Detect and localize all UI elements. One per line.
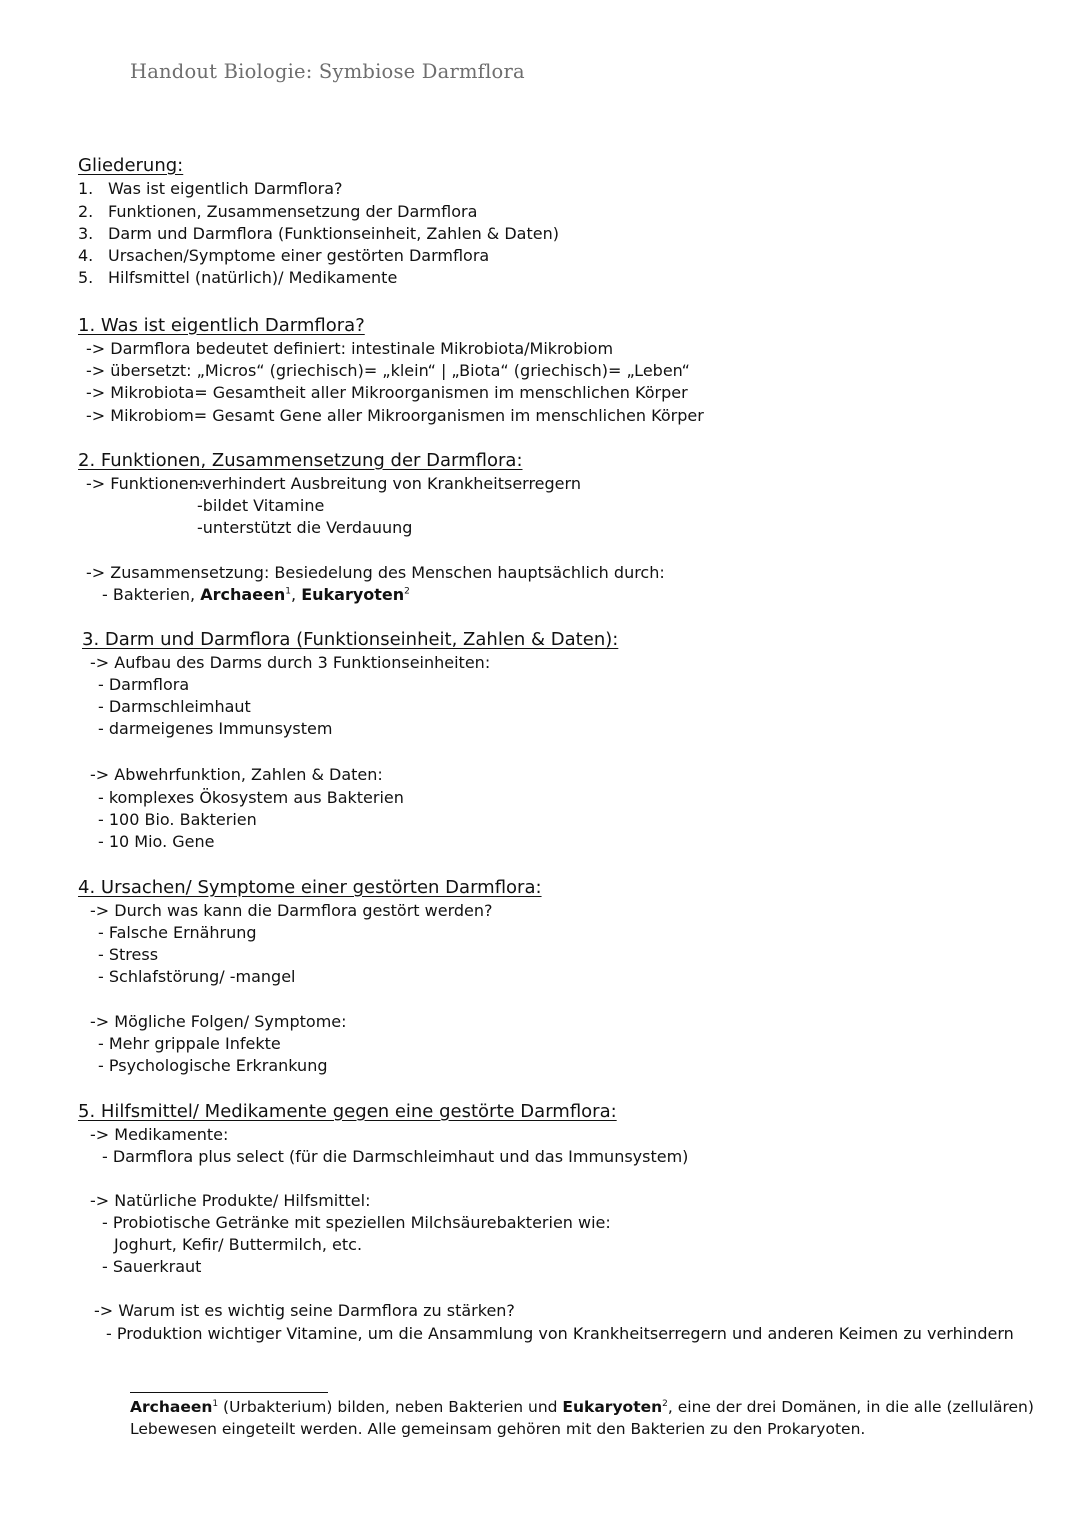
- outline-item: 4. Ursachen/Symptome einer gestörten Darmflora: [78, 246, 490, 265]
- cause-item: - Schlafstörung/ -mangel: [98, 967, 296, 986]
- function-item: -verhindert Ausbreitung von Krankheitserregern: [197, 474, 581, 493]
- section-1-line: -> Mikrobiom= Gesamt Gene aller Mikroorganismen im menschlichen Körper: [86, 406, 704, 425]
- cause-item: - Stress: [98, 945, 159, 964]
- outline-item: 5. Hilfsmittel (natürlich)/ Medikamente: [78, 268, 398, 287]
- section-4-heading: 4. Ursachen/ Symptome einer gestörten Darmflora:: [78, 877, 542, 898]
- footnote-line-1: Archaeen$^1$ (Urbakterium) bilden, neben Bakterien und Eukaryoten$^2$, eine der drei Domänen, in die alle (zellulären): [130, 1398, 1034, 1416]
- symptom-item: - Mehr grippale Infekte: [98, 1034, 281, 1053]
- natural-item-examples: Joghurt, Kefir/ Buttermilch, etc.: [114, 1235, 363, 1254]
- footnote-rule: [130, 1392, 328, 1393]
- natural-label: -> Natürliche Produkte/ Hilfsmittel:: [90, 1191, 371, 1210]
- why-answer: - Produktion wichtiger Vitamine, um die Ansammlung von Krankheitserregern und anderen Keimen zu verhindern: [106, 1324, 1014, 1343]
- section-4-question2: -> Mögliche Folgen/ Symptome:: [90, 1012, 347, 1031]
- section-3-heading: 3. Darm und Darmflora (Funktionseinheit, Zahlen & Daten):: [82, 629, 619, 650]
- composition-line: -> Zusammensetzung: Besiedelung des Menschen hauptsächlich durch:: [86, 563, 665, 582]
- fact-item: - komplexes Ökosystem aus Bakterien: [98, 788, 404, 807]
- section-4-question: -> Durch was kann die Darmflora gestört werden?: [90, 901, 493, 920]
- fact-item: - 100 Bio. Bakterien: [98, 810, 257, 829]
- unit-item: - Darmflora: [98, 675, 190, 694]
- composition-list: - Bakterien, Archaeen$^1$, Eukaryoten$^2$: [102, 585, 410, 604]
- section-3-intro: -> Aufbau des Darms durch 3 Funktionseinheiten:: [90, 653, 491, 672]
- section-1-line: -> übersetzt: „Micros“ (griechisch)= „klein“ | „Biota“ (griechisch)= „Leben“: [86, 361, 690, 380]
- outline-item: 3. Darm und Darmflora (Funktionseinheit, Zahlen & Daten): [78, 224, 559, 243]
- section-2-heading: 2. Funktionen, Zusammensetzung der Darmflora:: [78, 450, 523, 471]
- page-header: Handout Biologie: Symbiose Darmflora: [130, 60, 525, 83]
- functions-label: -> Funktionen:: [86, 474, 205, 493]
- cause-item: - Falsche Ernährung: [98, 923, 257, 942]
- section-1-line: -> Darmflora bedeutet definiert: intestinale Mikrobiota/Mikrobiom: [86, 339, 614, 358]
- natural-item: - Probiotische Getränke mit speziellen Milchsäurebakterien wie:: [102, 1213, 611, 1232]
- section-1-heading: 1. Was ist eigentlich Darmflora?: [78, 315, 365, 336]
- medication-label: -> Medikamente:: [90, 1125, 229, 1144]
- outline-item: 2. Funktionen, Zusammensetzung der Darmflora: [78, 202, 478, 221]
- section-1-line: -> Mikrobiota= Gesamtheit aller Mikroorganismen im menschlichen Körper: [86, 383, 688, 402]
- outline-heading: Gliederung:: [78, 155, 184, 176]
- why-question: -> Warum ist es wichtig seine Darmflora zu stärken?: [94, 1301, 515, 1320]
- section-5-heading: 5. Hilfsmittel/ Medikamente gegen eine gestörte Darmflora:: [78, 1101, 617, 1122]
- outline-item: 1. Was ist eigentlich Darmflora?: [78, 179, 343, 198]
- unit-item: - darmeigenes Immunsystem: [98, 719, 333, 738]
- unit-item: - Darmschleimhaut: [98, 697, 251, 716]
- footnote-line-2: Lebewesen eingeteilt werden. Alle gemeinsam gehören mit den Bakterien zu den Prokaryoten.: [130, 1420, 866, 1438]
- fact-item: - 10 Mio. Gene: [98, 832, 215, 851]
- natural-item: - Sauerkraut: [102, 1257, 202, 1276]
- symptom-item: - Psychologische Erkrankung: [98, 1056, 328, 1075]
- function-item: -unterstützt die Verdauung: [197, 518, 413, 537]
- function-item: -bildet Vitamine: [197, 496, 325, 515]
- medication-item: - Darmflora plus select (für die Darmschleimhaut und das Immunsystem): [102, 1147, 689, 1166]
- section-3-intro2: -> Abwehrfunktion, Zahlen & Daten:: [90, 765, 383, 784]
